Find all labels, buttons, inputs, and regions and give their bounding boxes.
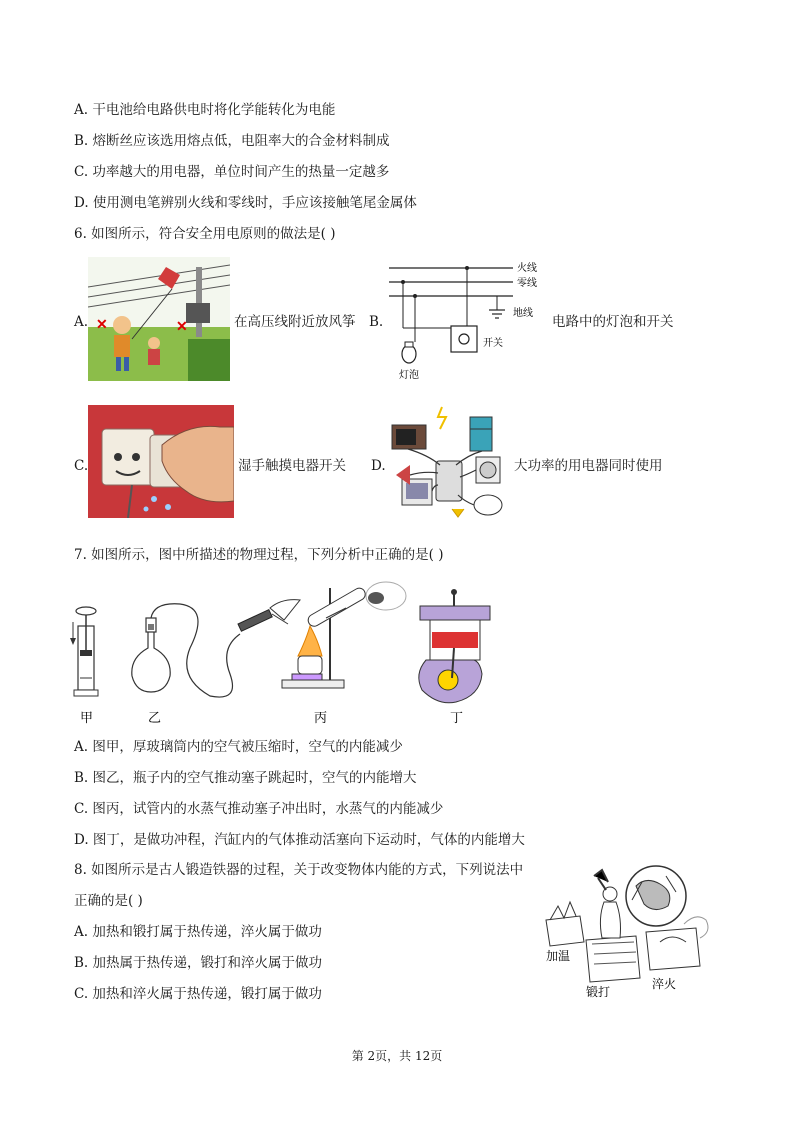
q5-option-b: B. 熔断丝应该选用熔点低，电阻率大的合金材料制成	[74, 133, 390, 149]
q5-option-c: C. 功率越大的用电器，单位时间产生的热量一定越多	[74, 164, 390, 180]
q8-stem-line1: 8. 如图所示是古人锻造铁器的过程，关于改变物体内能的方式，下列说法中	[74, 862, 524, 878]
q8-option-a: A. 加热和锻打属于热传递，淬火属于做功	[74, 924, 322, 940]
q8-option-c: C. 加热和淬火属于热传递，锻打属于做功	[74, 986, 322, 1002]
q7-figure-row	[70, 578, 510, 728]
switch-label: 开关	[483, 338, 503, 349]
wet-hand-switch-image	[88, 405, 234, 518]
q6-b-caption: 电路中的灯泡和开关	[552, 314, 674, 330]
q8-stem-line2: 正确的是( )	[74, 893, 143, 909]
fig-label-yi: 乙	[148, 711, 162, 726]
engine-cylinder-figure	[419, 589, 490, 703]
q6-a-caption: 在高压线附近放风筝	[234, 314, 356, 330]
fig-label-jia: 甲	[80, 711, 94, 726]
q6-c-caption: 湿手触摸电器开关	[238, 458, 346, 474]
q7-option-c: C. 图丙，试管内的水蒸气推动塞子冲出时，水蒸气的内能减少	[74, 801, 444, 817]
q5-option-d: D. 使用测电笔辨别火线和零线时，手应该接触笔尾金属体	[74, 195, 417, 211]
overloaded-outlet-image	[388, 405, 510, 523]
q6-stem: 6. 如图所示，符合安全用电原则的做法是( )	[74, 226, 336, 242]
svg-text:✕: ✕	[176, 319, 188, 335]
page-number: 第 2页，共 12页	[351, 1049, 443, 1063]
q7-option-a: A. 图甲，厚玻璃筒内的空气被压缩时，空气的内能减少	[74, 739, 403, 755]
q7-option-b: B. 图乙，瓶子内的空气推动塞子跳起时，空气的内能增大	[74, 770, 417, 786]
household-circuit-diagram	[385, 258, 550, 383]
q7-stem: 7. 如图所示，图中所描述的物理过程，下列分析中正确的是( )	[74, 547, 444, 563]
svg-text:✕: ✕	[96, 317, 108, 333]
ground-wire-label: 地线	[513, 308, 533, 319]
fig-label-bing: 丙	[314, 711, 328, 726]
q5-option-a: A. 干电池给电路供电时将化学能转化为电能	[74, 102, 336, 118]
quench-label: 淬火	[652, 977, 677, 991]
bulb-label: 灯泡	[399, 370, 419, 381]
fire-wire-label: 火线	[517, 263, 537, 274]
q8-option-b: B. 加热属于热传递，锻打和淬火属于做功	[74, 955, 323, 971]
ancient-forging-image	[536, 862, 716, 1002]
zero-wire-label: 零线	[517, 278, 537, 289]
fig-label-ding: 丁	[450, 711, 464, 726]
compression-cylinder-figure	[70, 607, 98, 696]
q6-c-letter: C.	[74, 458, 89, 474]
q6-d-caption: 大功率的用电器同时使用	[514, 458, 663, 474]
q6-a-letter: A.	[74, 314, 89, 330]
kite-near-powerline-image	[88, 257, 230, 381]
test-tube-burner-figure	[282, 582, 406, 688]
forge-label: 锻打	[586, 985, 611, 999]
heat-label: 加温	[546, 949, 571, 963]
q6-b-letter: B.	[369, 314, 384, 330]
q7-option-d: D. 图丁，是做功冲程，汽缸内的气体推动活塞向下运动时，气体的内能增大	[74, 832, 525, 848]
q6-d-letter: D.	[371, 458, 386, 474]
flask-pump-figure	[132, 600, 300, 697]
